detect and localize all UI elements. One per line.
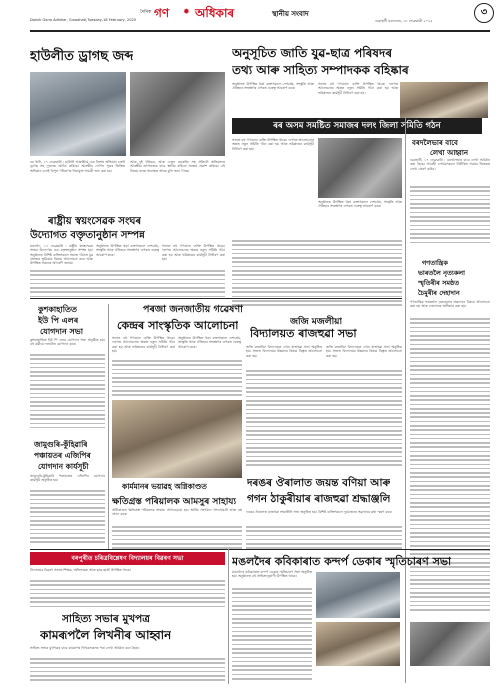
sidebar-story-2-lines [410, 318, 490, 618]
headline-school-line1: জজি মজলীয়া [290, 317, 343, 327]
sidebar-headline-2b: ভাৰতলৈ নৃত্যকলা [418, 269, 466, 277]
story-school-review-lines [30, 580, 225, 610]
story-school-text-b: জজি মজলীয়া বিদ্যালয়ত এখন ৰাজহুৱা সভা অনুষ্ঠিত হয়। সভাত বিদ্যালয়ৰ উন্নয়নৰ বিষয়ে বিস্তৃত আলোচনা কৰা হয়। [326, 345, 402, 358]
story-school-text-a: জজি মজলীয়া বিদ্যালয়ত এখন ৰাজহুৱা সভা অনুষ্ঠিত হয়। সভাত বিদ্যালয়ৰ উন্নয়নৰ বিষয়ে বিস্তৃত আলোচনা কৰা হয়। [246, 345, 322, 358]
headline-committee-bar: ৰৰ অসম সমষ্টিত সমাজৰ দলং জিলা সমিতি গঠন [232, 118, 482, 134]
story-memorial-lines-a [232, 588, 312, 684]
headline-agp-line1: জামুগুৰি-কুঁহিৱাৰি [34, 440, 88, 449]
sidebar-headline-1a: বৰদলৈভাৰ বাবে [412, 139, 458, 147]
headline-expulsion-line1: অনুসূচিত জাতি যুৱ-ছাত্ৰ পৰিষদৰ [232, 46, 393, 60]
masthead-rule [30, 30, 490, 32]
headline-school-review-bar: বৰপুৰীত চৰিত্ৰবিশ্লেষণ বিদ্যালয়ৰ বিৱৰণ সভা [30, 552, 225, 565]
page-number: ৩ [474, 3, 494, 23]
section-label: স্থানীয় সংবাদ [272, 10, 309, 18]
headline-memorial-meeting: মঙলদৈৰ কবিকাৰাত কন্দৰ্প ডেকাৰ স্মৃতিচাৰণ সভা [232, 555, 452, 568]
photo-memorial-speaker [316, 572, 400, 618]
photo-cultural-event [112, 400, 242, 478]
date-assamese: গুৱাহাটী মঙলবাৰ, ১৮ ফেব্ৰুৱাৰী ২০২৫ [375, 19, 433, 23]
left-column-divider [108, 304, 109, 549]
story-expulsion-text-a: অনুষ্ঠানত উপস্থিত থকা বক্তাসকলে দেশপ্ৰেম, সংস্কৃতি আৰু ঐতিহ্যৰ সংৰক্ষণৰ ওপৰত গুৰুত্ব আৰোপ কৰে। [232, 82, 314, 91]
story-rss-text-b: অনুষ্ঠানত উপস্থিত থকা বক্তাসকলে দেশপ্ৰেম, সংস্কৃতি আৰু ঐতিহ্যৰ সংৰক্ষণৰ ওপৰত গুৰুত্ব আৰোপ কৰে। [96, 244, 159, 257]
photo-drugs-arrest [30, 72, 126, 156]
headline-upl-line1: কুশকাহাতিত [38, 305, 78, 314]
photo-expulsion-member [400, 82, 488, 118]
photo-memorial-stage [410, 622, 490, 666]
sidebar-headline-2a: গণতান্ত্ৰিক [422, 259, 448, 267]
story-cultural-lines [112, 360, 242, 398]
headline-expulsion-line2: তথ্য আৰু সাহিত্য সম্পাদকক বহিষ্কাৰ [232, 63, 409, 77]
headline-rss-line2: উদ্যোগত বক্তৃতানুষ্ঠান সম্পন্ন [30, 230, 145, 241]
sidebar-headline-2d: চৈমুৰীৰ দেহাদান [418, 289, 460, 297]
headline-journal-line2: কামৰূপলৈ লিখনীৰ আহ্বান [40, 628, 172, 642]
sidebar-story-1-lines [410, 186, 490, 248]
headline-fire-line1: কাৰ্মমানৰ ভয়াৱহ অগ্নিকাণ্ডত [122, 482, 207, 491]
divider-bottom-section [30, 549, 490, 550]
headline-tribute-line1: দৰঙৰ ঔৰালাত জয়ন্ত বণিয়া আৰু [247, 477, 391, 489]
brand-prefix: দৈনিক [140, 10, 152, 15]
photo-memorial-audience [316, 622, 400, 666]
story-fire-text: অগ্নিকাণ্ডত ক্ষতিগ্ৰস্ত পৰিয়ালক সাহায্য আগবঢ়োৱা হয়। স্থানীয় সংগঠনে খাদ্যসামগ্ৰী আৰু বস্ত্ৰ প্ৰদান কৰে। [112, 508, 242, 517]
headline-upl-line3: যোগদান সভা [40, 327, 84, 336]
headline-rss-line1: ৰাষ্ট্ৰীয় স্বয়ংসেৱক সংঘৰ [48, 216, 142, 227]
sidebar-headline-1b: লেখা আহ্বান [430, 149, 469, 157]
headline-upl-line2: ইউ পি এলৰ [38, 316, 79, 325]
headline-tribute-line2: গগন ঠাকুৰীয়াৰ ৰাজহুৱা শ্ৰদ্ধাঞ্জলি [247, 493, 391, 505]
brand-star-icon: ✹ [183, 7, 190, 16]
story-committee-lines [232, 240, 402, 310]
story-expulsion-text-b: সভাত বহু গণ্যমান্য ব্যক্তি উপস্থিত থাকে। দলগত আলোচনাৰ অন্তত নতুন সমিতি গঠন কৰা হয় আৰু ভৱিষ্যতৰ কাৰ্যসূচী নিৰ্ধাৰণ কৰা হয়। [318, 82, 398, 95]
story-agp-text: জামুগুৰি-কুঁহিৱাৰি পঞ্চায়তত এজিপিৰ যোগদান কাৰ্যসূচী অনুষ্ঠিত হয়। [30, 474, 105, 483]
sidebar-divider [405, 118, 406, 683]
story-rss-lines [30, 270, 225, 300]
story-upl-text: কুশকাহাতিত ইউ পি এলৰ যোগদান সভা অনুষ্ঠিত হয়। বহু কৰ্মীয়ে দলটোত যোগদান কৰে। [30, 338, 105, 347]
sidebar-story-1: গুৱাহাটী, ১৭ ফেব্ৰুৱাৰী : বৰদলৈভাৰ বাবে লেখা আহ্বান কৰা হৈছে। আগ্ৰহী লেখকসকলে নিৰ্ধাৰিত সময়ৰ ভিতৰত লেখা প্ৰেৰণ কৰিব। [410, 158, 490, 171]
bottom-column-divider [228, 549, 229, 684]
story-journal-lines [30, 658, 225, 684]
dateline: Dainik Gana Adhikar, Guwahati,Tuesday,18 February, 2025 [30, 18, 137, 22]
headline-cultural-line1: পৰজা জনজাতীয় গৱেষণা [143, 304, 243, 315]
story-agp-lines [30, 490, 105, 550]
brand-name-b: অধিকাৰ [195, 6, 235, 20]
story-rss-text-c: সভাত বহু গণ্যমান্য ব্যক্তি উপস্থিত থাকে। দলগত আলোচনাৰ অন্তত নতুন সমিতি গঠন কৰা হয় আৰু ভৱিষ্যতৰ কাৰ্যসূচী নিৰ্ধাৰণ কৰা হয়। [162, 244, 225, 261]
divider-top-section [30, 298, 402, 299]
photo-drugs-haul [130, 72, 225, 156]
story-drugs-text-b: আৰু দুই খৰিকৰ, আৰু এজন হেৰোইন সহ প্ৰতিটো অভিযানত আৰক্ষীৰ তৎপৰতাৰ বাবে স্থানীয় ৰাইজে সন্তোষ প্ৰকাশ কৰিছে। এই বিষয়ে তদন্ত অব্যাহত আছে বুলি জনা গৈছে। [130, 160, 225, 173]
story-rss-text-a: মঙলদৈ, ১৭ ফেব্ৰুৱাৰী : ৰাষ্ট্ৰীয় স্বয়ংসেৱক সংঘৰ উদ্যোগত এক বক্তৃতানুষ্ঠান সম্পন্ন হয়। অনুষ্ঠানত বিশিষ্ট ব্যক্তিসকলে সমাজ গঠনত যুৱ প্ৰজন্মৰ ভূমিকাৰ বিষয়ে আলোচনা কৰে আৰু উপস্থিত সকলক আদৰণি জনায়। [30, 244, 93, 266]
story-drugs-text-a: বৰ খাটা, ১৭ ফেব্ৰুৱাৰী : হাউলী আৰক্ষীয়ে এক বিশেষ অভিযান চলাই ড্ৰাগছ সহ দুজনক আটক কৰিছে। আৰক্ষীৰ গোপন সূত্ৰৰ ভিত্তিত অভিযান চলাই বিপুল পৰিমাণৰ নিচাযুক্ত সামগ্ৰী জব্দ কৰা হয়। [30, 160, 125, 173]
masthead [0, 0, 500, 34]
sidebar-headline-2c: স্মৃতিৰীৰ সমষ্ঠত [418, 279, 460, 287]
story-journal-text: সাহিত্য সভাৰ মুখপত্ৰৰ বাবে কামৰূপৰ লিখকসকলৰ পৰা লেখা আহ্বান কৰা হৈছে। [30, 646, 140, 650]
story-school-lines [246, 370, 402, 470]
story-memorial-text-a: মঙলদৈৰ কবিকাৰাত কন্দৰ্প ডেকাৰ স্মৃতিচাৰণ সভা অনুষ্ঠিত হয়। অনুষ্ঠানত বহু সাহিত্যানুৰাগী উপস্থিত থাকে। [232, 570, 312, 579]
sidebar-story-2: গণতান্ত্ৰিক ভাৰতলৈ নৃত্যকলাৰ অৱদানৰ বিষয়ে আলোচনা কৰা হয় আৰু দেহাদানৰ অঙ্গীকাৰ কৰা হয়। [410, 300, 490, 309]
photo-committee-meeting [318, 138, 402, 198]
headline-fire-line2: ক্ষতিগ্ৰস্ত পৰিয়ালক আমসুৰ সাহায্য [112, 497, 237, 507]
story-upl-lines [30, 354, 105, 434]
headline-cultural-line2: কেন্দ্ৰৰ সাংস্কৃতিক আলোচনা [117, 319, 239, 332]
headline-agp-line2: পঞ্চায়তৰ এজিপিৰ [34, 451, 91, 460]
story-committee-text: সভাত বহু গণ্যমান্য ব্যক্তি উপস্থিত থাকে। দলগত আলোচনাৰ অন্তত নতুন সমিতি গঠন কৰা হয় আৰু ভৱিষ্যতৰ কাৰ্যসূচী নিৰ্ধাৰণ কৰা হয়। [232, 138, 314, 151]
brand-name-a: গণ [154, 6, 170, 20]
story-cultural-text-a: সভাত বহু গণ্যমান্য ব্যক্তি উপস্থিত থাকে। দলগত আলোচনাৰ অন্তত নতুন সমিতি গঠন কৰা হয় আৰু ভৱিষ্যতৰ কাৰ্যসূচী নিৰ্ধাৰণ কৰা হয়। [112, 336, 175, 353]
headline-drugs-seized: হাউলীত ড্ৰাগছ জব্দ [30, 49, 134, 64]
story-cultural-text-b: অনুষ্ঠানত উপস্থিত থকা বক্তাসকলে দেশপ্ৰেম, সংস্কৃতি আৰু ঐতিহ্যৰ সংৰক্ষণৰ ওপৰত গুৰুত্ব আৰোপ কৰে। [178, 336, 241, 349]
headline-agp-line3: যোগদান কাৰ্যসূচী [38, 462, 89, 471]
story-school-review-text: বিদ্যালয়ৰ বিৱৰণ সভাত শিক্ষক, অভিভাৱক আৰু ছাত্ৰ-ছাত্ৰী উপস্থিত থাকে। [30, 568, 131, 572]
headline-school-line2: বিদ্যালয়ত ৰাজহুৱা সভা [250, 327, 357, 340]
headline-journal-line1: সাহিত্য সভাৰ মুখপত্ৰ [62, 613, 151, 625]
story-committee-text-b: অনুষ্ঠানত উপস্থিত থকা বক্তাসকলে দেশপ্ৰেম, সংস্কৃতি আৰু ঐতিহ্যৰ সংৰক্ষণৰ ওপৰত গুৰুত্ব আৰোপ কৰে। [318, 200, 402, 209]
story-tribute-text: দৰঙৰ ঔৰালাত ৰাজহুৱা শ্ৰদ্ধাঞ্জলি সভা অনুষ্ঠিত হয়। বিশিষ্ট ব্যক্তিসকলে দুয়োজনৰ অৱদানৰ কথা স্মৰণ কৰে। [246, 510, 393, 514]
